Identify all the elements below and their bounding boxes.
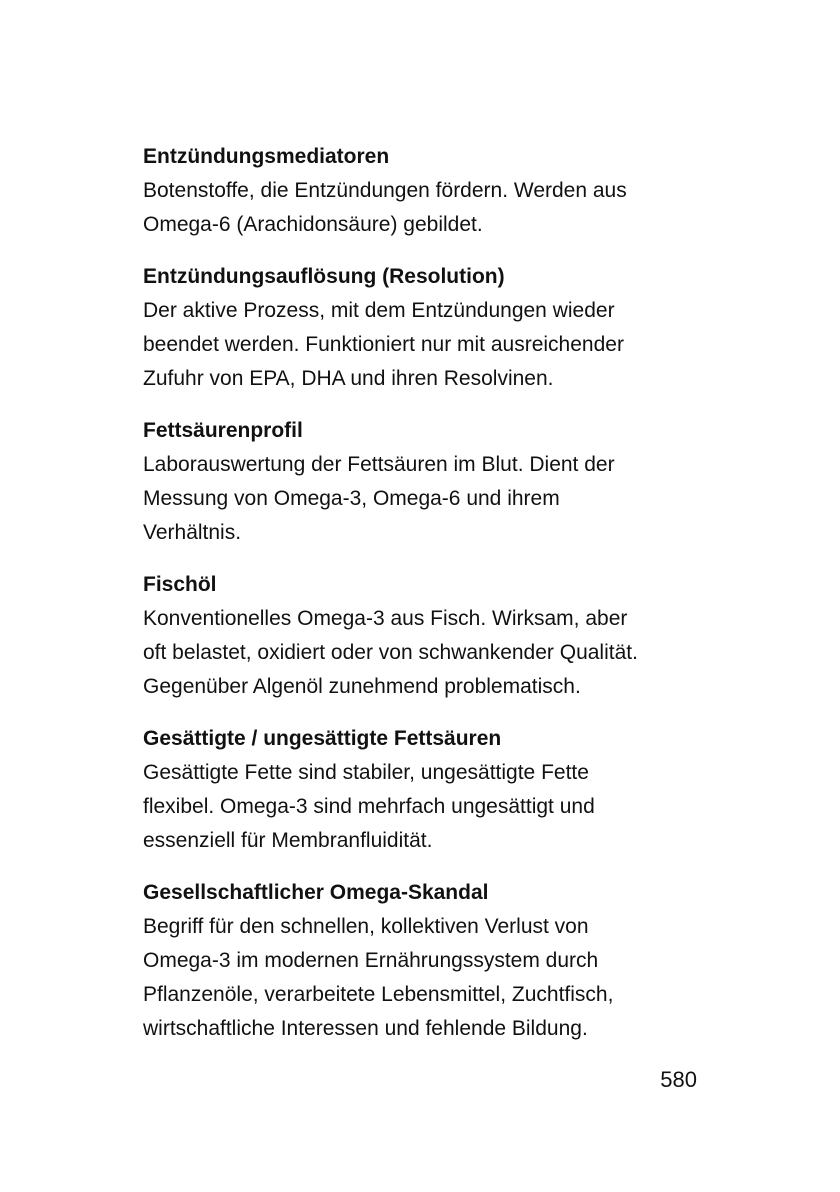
page-number: 580 (660, 1067, 697, 1092)
glossary-entry (143, 568, 703, 704)
glossary-term: Gesättigte / ungesättigte Fettsäuren (143, 727, 502, 750)
glossary-term: Fischöl (143, 573, 217, 596)
glossary-definition: Begriff für den schnellen, kollektiven Verlust von Omega-3 im modernen Ernährungssystem durch Pflanzenöle, verarbeitete Lebensmittel, Zuchtfisch, wirtschaftliche Interessen und fehlende Bildung. (143, 915, 614, 1040)
glossary-term: Entzündungsmediatoren (143, 145, 390, 168)
glossary-definition: Konventionelles Omega-3 aus Fisch. Wirksam, aber oft belastet, oxidiert oder von schwankender Qualität. Gegenüber Algenöl zunehmend problematisch. (143, 607, 638, 698)
glossary-definition: Gesättigte Fette sind stabiler, ungesättigte Fette flexibel. Omega-3 sind mehrfach ungesättigt und essenziell für Membranfluidität. (143, 761, 595, 852)
glossary-entry (143, 140, 703, 242)
glossary-definition: Der aktive Prozess, mit dem Entzündungen wieder beendet werden. Funktioniert nur mit ausreichender Zufuhr von EPA, DHA und ihren Resolvinen. (143, 299, 624, 390)
glossary-term: Fettsäurenprofil (143, 419, 303, 442)
glossary-entry (143, 414, 703, 550)
glossary-definition: Botenstoffe, die Entzündungen fördern. Werden aus Omega-6 (Arachidonsäure) gebildet. (143, 179, 627, 236)
glossary-term: Entzündungsauflösung (Resolution) (143, 265, 505, 288)
glossary-entry (143, 876, 703, 1046)
glossary-page (143, 140, 703, 1064)
glossary-term: Gesellschaftlicher Omega-Skandal (143, 881, 489, 904)
glossary-entry (143, 260, 703, 396)
glossary-entry (143, 722, 703, 858)
glossary-definition: Laborauswertung der Fettsäuren im Blut. Dient der Messung von Omega-3, Omega-6 und ihrem Verhältnis. (143, 453, 615, 544)
